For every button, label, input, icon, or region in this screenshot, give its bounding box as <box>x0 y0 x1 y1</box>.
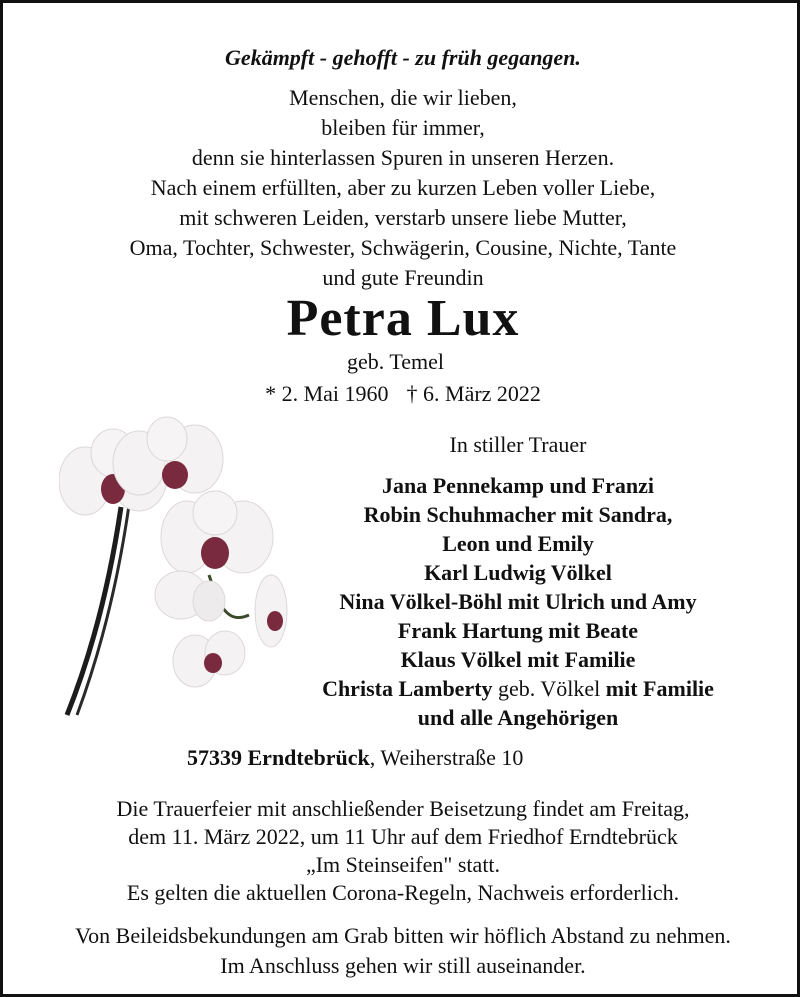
service-line: Es gelten die aktuellen Corona-Regeln, Nachweis erforderlich. <box>126 880 680 905</box>
address <box>187 745 523 771</box>
mourner-line: Nina Völkel-Böhl mit Ulrich und Amy <box>339 589 697 614</box>
intro-line: mit schweren Leiden, verstarb unsere liebe Mutter, <box>179 205 627 230</box>
motto: Gekämpft - gehofft - zu früh gegangen. <box>225 45 581 70</box>
orchid-blossom <box>155 571 225 621</box>
maiden-name: geb. Temel <box>347 349 445 374</box>
service-line: „Im Steinseifen" statt. <box>305 852 501 877</box>
poem <box>3 83 800 173</box>
orchid-blossom <box>255 575 287 647</box>
poem-line: bleiben für immer, <box>321 115 485 140</box>
deceased-name: Petra Lux <box>286 290 520 347</box>
mourner-line: Leon und Emily <box>442 531 594 556</box>
intro-line: und gute Freundin <box>322 265 484 290</box>
mourner-name: Christa Lamberty <box>322 676 493 701</box>
death-date: † 6. März 2022 <box>406 381 541 406</box>
service-line: dem 11. März 2022, um 11 Uhr auf dem Friedhof Erndtebrück <box>128 824 678 849</box>
closing-line: Im Anschluss gehen wir still auseinander. <box>220 953 586 978</box>
service-info <box>3 795 800 907</box>
mourner-line: Klaus Völkel mit Familie <box>400 647 636 672</box>
intro-text <box>3 173 800 293</box>
closing-line: Von Beileidsbekundungen am Grab bitten wir höflich Abstand zu nehmen. <box>75 923 731 948</box>
address-city: 57339 Erndtebrück <box>187 745 370 770</box>
service-line: Die Trauerfeier mit anschließender Beisetzung findet am Freitag, <box>116 796 690 821</box>
mourning-heading: In stiller Trauer <box>449 432 587 457</box>
life-dates <box>3 381 800 407</box>
mourner-maiden-name: geb. Völkel <box>498 676 601 701</box>
mourners-list <box>303 471 733 732</box>
mourner-line: Robin Schuhmacher mit Sandra, <box>363 502 673 527</box>
poem-line: denn sie hinterlassen Spuren in unseren Herzen. <box>191 145 615 170</box>
orchid-blossom <box>113 417 223 495</box>
mourner-line <box>303 674 733 703</box>
orchid-blossom <box>161 491 273 573</box>
mourner-line: Jana Pennekamp und Franzi <box>382 473 654 498</box>
orchid-blossom <box>173 631 245 687</box>
mourner-line: Karl Ludwig Völkel <box>424 560 612 585</box>
closing-text <box>3 921 800 981</box>
mourner-line: und alle Angehörigen <box>417 705 619 730</box>
mourner-suffix: mit Familie <box>605 676 714 701</box>
orchid-image <box>59 415 299 725</box>
birth-date: * 2. Mai 1960 <box>265 381 389 406</box>
poem-line: Menschen, die wir lieben, <box>289 85 517 110</box>
mourner-line: Frank Hartung mit Beate <box>397 618 639 643</box>
intro-line: Nach einem erfüllten, aber zu kurzen Leben voller Liebe, <box>150 175 656 200</box>
address-street: , Weiherstraße 10 <box>369 745 524 770</box>
intro-line: Oma, Tochter, Schwester, Schwägerin, Cousine, Nichte, Tante <box>129 235 677 260</box>
